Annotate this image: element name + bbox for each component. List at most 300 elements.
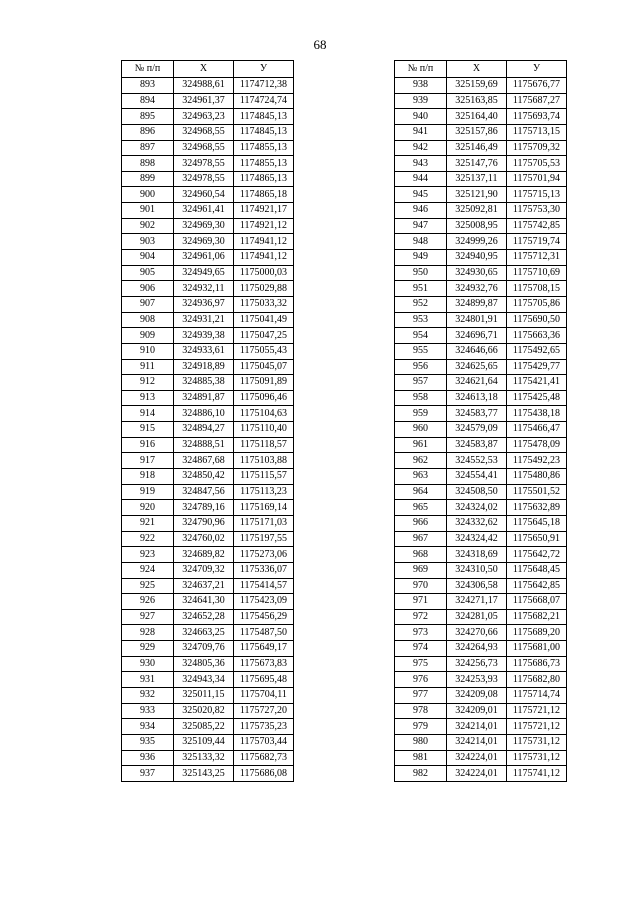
y-coordinate-cell: 1175690,50 xyxy=(507,312,567,328)
table-row xyxy=(395,124,567,140)
y-coordinate-cell: 1175727,20 xyxy=(234,703,294,719)
point-number-cell: 958 xyxy=(395,390,447,406)
table-row xyxy=(395,437,567,453)
x-coordinate-cell: 325163,85 xyxy=(447,93,507,109)
point-number-cell: 899 xyxy=(122,171,174,187)
y-coordinate-cell: 1175682,21 xyxy=(507,609,567,625)
point-number-cell: 980 xyxy=(395,734,447,750)
x-coordinate-cell: 324625,65 xyxy=(447,359,507,375)
y-coordinate-cell: 1175731,12 xyxy=(507,734,567,750)
y-coordinate-cell: 1175423,09 xyxy=(234,594,294,610)
x-coordinate-cell: 324933,61 xyxy=(174,343,234,359)
point-number-cell: 952 xyxy=(395,296,447,312)
table-row xyxy=(395,484,567,500)
point-number-cell: 945 xyxy=(395,187,447,203)
point-number-cell: 947 xyxy=(395,218,447,234)
x-coordinate-cell: 324281,05 xyxy=(447,609,507,625)
point-number-cell: 978 xyxy=(395,703,447,719)
y-coordinate-cell: 1175047,25 xyxy=(234,328,294,344)
point-number-cell: 956 xyxy=(395,359,447,375)
y-coordinate-cell: 1175648,45 xyxy=(507,562,567,578)
point-number-cell: 905 xyxy=(122,265,174,281)
x-coordinate-cell: 324931,21 xyxy=(174,312,234,328)
point-number-cell: 894 xyxy=(122,93,174,109)
point-number-cell: 908 xyxy=(122,312,174,328)
point-number-cell: 939 xyxy=(395,93,447,109)
table-row xyxy=(122,515,294,531)
y-coordinate-cell: 1174855,13 xyxy=(234,156,294,172)
y-coordinate-cell: 1174845,13 xyxy=(234,109,294,125)
x-coordinate-cell: 324214,01 xyxy=(447,734,507,750)
y-coordinate-cell: 1175110,40 xyxy=(234,422,294,438)
point-number-cell: 927 xyxy=(122,609,174,625)
x-coordinate-cell: 324932,11 xyxy=(174,281,234,297)
point-number-cell: 897 xyxy=(122,140,174,156)
table-row xyxy=(122,93,294,109)
point-number-cell: 920 xyxy=(122,500,174,516)
y-coordinate-cell: 1175719,74 xyxy=(507,234,567,250)
y-coordinate-cell: 1175714,74 xyxy=(507,687,567,703)
table-row xyxy=(122,375,294,391)
y-coordinate-cell: 1174724,74 xyxy=(234,93,294,109)
point-number-cell: 977 xyxy=(395,687,447,703)
x-coordinate-cell: 324968,55 xyxy=(174,124,234,140)
y-coordinate-cell: 1175645,18 xyxy=(507,515,567,531)
table-row xyxy=(122,578,294,594)
point-number-cell: 967 xyxy=(395,531,447,547)
x-coordinate-cell: 325157,86 xyxy=(447,124,507,140)
x-coordinate-cell: 324583,87 xyxy=(447,437,507,453)
x-coordinate-cell: 324324,42 xyxy=(447,531,507,547)
x-coordinate-cell: 324652,28 xyxy=(174,609,234,625)
x-coordinate-cell: 324978,55 xyxy=(174,156,234,172)
point-number-cell: 954 xyxy=(395,328,447,344)
y-coordinate-cell: 1175456,29 xyxy=(234,609,294,625)
x-coordinate-cell: 324936,97 xyxy=(174,296,234,312)
table-row xyxy=(122,109,294,125)
table-row xyxy=(395,78,567,94)
x-coordinate-cell: 324554,41 xyxy=(447,469,507,485)
y-coordinate-cell: 1175676,77 xyxy=(507,78,567,94)
point-number-cell: 960 xyxy=(395,422,447,438)
x-coordinate-cell: 324209,01 xyxy=(447,703,507,719)
point-number-cell: 932 xyxy=(122,687,174,703)
point-number-cell: 982 xyxy=(395,766,447,782)
y-coordinate-cell: 1175686,08 xyxy=(234,766,294,782)
table-row xyxy=(395,766,567,782)
y-coordinate-cell: 1174941,12 xyxy=(234,250,294,266)
point-number-cell: 973 xyxy=(395,625,447,641)
y-coordinate-cell: 1175171,03 xyxy=(234,515,294,531)
table-row xyxy=(395,93,567,109)
y-coordinate-cell: 1175103,88 xyxy=(234,453,294,469)
point-number-cell: 937 xyxy=(122,766,174,782)
point-number-cell: 910 xyxy=(122,343,174,359)
point-number-cell: 907 xyxy=(122,296,174,312)
y-coordinate-cell: 1175731,12 xyxy=(507,750,567,766)
x-coordinate-cell: 324999,26 xyxy=(447,234,507,250)
point-number-cell: 966 xyxy=(395,515,447,531)
y-coordinate-cell: 1175741,12 xyxy=(507,766,567,782)
table-row xyxy=(122,547,294,563)
y-coordinate-cell: 1175705,86 xyxy=(507,296,567,312)
x-coordinate-cell: 324888,51 xyxy=(174,437,234,453)
point-number-cell: 955 xyxy=(395,343,447,359)
table-row xyxy=(395,750,567,766)
point-number-cell: 961 xyxy=(395,437,447,453)
x-coordinate-cell: 325164,40 xyxy=(447,109,507,125)
y-coordinate-cell: 1175686,73 xyxy=(507,656,567,672)
table-row xyxy=(395,734,567,750)
table-row xyxy=(122,171,294,187)
x-coordinate-cell: 324689,82 xyxy=(174,547,234,563)
table-row xyxy=(395,218,567,234)
y-coordinate-cell: 1174865,13 xyxy=(234,171,294,187)
y-coordinate-cell: 1175721,12 xyxy=(507,703,567,719)
x-coordinate-cell: 324760,02 xyxy=(174,531,234,547)
point-number-cell: 940 xyxy=(395,109,447,125)
y-coordinate-cell: 1174712,38 xyxy=(234,78,294,94)
point-number-cell: 903 xyxy=(122,234,174,250)
y-coordinate-cell: 1175673,83 xyxy=(234,656,294,672)
y-coordinate-cell: 1175753,30 xyxy=(507,203,567,219)
table-row xyxy=(122,766,294,782)
table-row xyxy=(122,78,294,94)
header-number: № п/п xyxy=(122,61,174,78)
table-row xyxy=(122,343,294,359)
y-coordinate-cell: 1174941,12 xyxy=(234,234,294,250)
x-coordinate-cell: 324940,95 xyxy=(447,250,507,266)
table-row xyxy=(395,453,567,469)
y-coordinate-cell: 1175668,07 xyxy=(507,594,567,610)
table-row xyxy=(122,750,294,766)
y-coordinate-cell: 1175701,94 xyxy=(507,171,567,187)
y-coordinate-cell: 1175642,72 xyxy=(507,547,567,563)
y-coordinate-cell: 1175029,88 xyxy=(234,281,294,297)
x-coordinate-cell: 324932,76 xyxy=(447,281,507,297)
y-coordinate-cell: 1175642,85 xyxy=(507,578,567,594)
x-coordinate-cell: 325092,81 xyxy=(447,203,507,219)
table-row xyxy=(122,687,294,703)
x-coordinate-cell: 325008,95 xyxy=(447,218,507,234)
point-number-cell: 979 xyxy=(395,719,447,735)
point-number-cell: 938 xyxy=(395,78,447,94)
point-number-cell: 916 xyxy=(122,437,174,453)
page-number: 68 xyxy=(313,37,327,52)
table-row xyxy=(122,672,294,688)
y-coordinate-cell: 1175682,73 xyxy=(234,750,294,766)
point-number-cell: 970 xyxy=(395,578,447,594)
x-coordinate-cell: 324224,01 xyxy=(447,750,507,766)
coordinates-table-right xyxy=(394,60,567,782)
x-coordinate-cell: 324988,61 xyxy=(174,78,234,94)
y-coordinate-cell: 1175414,57 xyxy=(234,578,294,594)
y-coordinate-cell: 1174855,13 xyxy=(234,140,294,156)
y-coordinate-cell: 1174921,12 xyxy=(234,218,294,234)
x-coordinate-cell: 324270,66 xyxy=(447,625,507,641)
point-number-cell: 957 xyxy=(395,375,447,391)
point-number-cell: 953 xyxy=(395,312,447,328)
point-number-cell: 923 xyxy=(122,547,174,563)
point-number-cell: 965 xyxy=(395,500,447,516)
y-coordinate-cell: 1175742,85 xyxy=(507,218,567,234)
point-number-cell: 912 xyxy=(122,375,174,391)
table-row xyxy=(395,203,567,219)
y-coordinate-cell: 1175681,00 xyxy=(507,641,567,657)
table-row xyxy=(395,171,567,187)
table-row xyxy=(122,531,294,547)
table-row xyxy=(122,218,294,234)
x-coordinate-cell: 324324,02 xyxy=(447,500,507,516)
point-number-cell: 901 xyxy=(122,203,174,219)
y-coordinate-cell: 1174921,17 xyxy=(234,203,294,219)
point-number-cell: 914 xyxy=(122,406,174,422)
point-number-cell: 981 xyxy=(395,750,447,766)
point-number-cell: 944 xyxy=(395,171,447,187)
y-coordinate-cell: 1175492,65 xyxy=(507,343,567,359)
x-coordinate-cell: 324790,96 xyxy=(174,515,234,531)
y-coordinate-cell: 1175693,74 xyxy=(507,109,567,125)
y-coordinate-cell: 1175478,09 xyxy=(507,437,567,453)
table-row xyxy=(122,484,294,500)
point-number-cell: 895 xyxy=(122,109,174,125)
x-coordinate-cell: 324949,65 xyxy=(174,265,234,281)
y-coordinate-cell: 1175466,47 xyxy=(507,422,567,438)
point-number-cell: 906 xyxy=(122,281,174,297)
point-number-cell: 917 xyxy=(122,453,174,469)
table-row xyxy=(122,312,294,328)
y-coordinate-cell: 1175710,69 xyxy=(507,265,567,281)
table-row xyxy=(395,531,567,547)
table-row xyxy=(122,656,294,672)
x-coordinate-cell: 324961,41 xyxy=(174,203,234,219)
x-coordinate-cell: 324943,34 xyxy=(174,672,234,688)
table-row xyxy=(122,437,294,453)
x-coordinate-cell: 324960,54 xyxy=(174,187,234,203)
point-number-cell: 913 xyxy=(122,390,174,406)
x-coordinate-cell: 324209,08 xyxy=(447,687,507,703)
y-coordinate-cell: 1175663,36 xyxy=(507,328,567,344)
table-row xyxy=(395,406,567,422)
y-coordinate-cell: 1175649,17 xyxy=(234,641,294,657)
x-coordinate-cell: 324646,66 xyxy=(447,343,507,359)
y-coordinate-cell: 1175709,32 xyxy=(507,140,567,156)
x-coordinate-cell: 324963,23 xyxy=(174,109,234,125)
point-number-cell: 904 xyxy=(122,250,174,266)
x-coordinate-cell: 324552,53 xyxy=(447,453,507,469)
x-coordinate-cell: 324621,64 xyxy=(447,375,507,391)
point-number-cell: 949 xyxy=(395,250,447,266)
point-number-cell: 902 xyxy=(122,218,174,234)
x-coordinate-cell: 325085,22 xyxy=(174,719,234,735)
table-row xyxy=(395,422,567,438)
x-coordinate-cell: 324709,76 xyxy=(174,641,234,657)
x-coordinate-cell: 324847,56 xyxy=(174,484,234,500)
point-number-cell: 969 xyxy=(395,562,447,578)
x-coordinate-cell: 325011,15 xyxy=(174,687,234,703)
x-coordinate-cell: 324637,21 xyxy=(174,578,234,594)
point-number-cell: 893 xyxy=(122,78,174,94)
x-coordinate-cell: 324332,62 xyxy=(447,515,507,531)
y-coordinate-cell: 1175487,50 xyxy=(234,625,294,641)
x-coordinate-cell: 324867,68 xyxy=(174,453,234,469)
point-number-cell: 934 xyxy=(122,719,174,735)
table-row xyxy=(122,562,294,578)
table-row xyxy=(395,719,567,735)
table-row xyxy=(395,156,567,172)
x-coordinate-cell: 325159,69 xyxy=(447,78,507,94)
y-coordinate-cell: 1175421,41 xyxy=(507,375,567,391)
table-row xyxy=(122,234,294,250)
y-coordinate-cell: 1175118,57 xyxy=(234,437,294,453)
table-row xyxy=(395,672,567,688)
x-coordinate-cell: 324801,91 xyxy=(447,312,507,328)
point-number-cell: 922 xyxy=(122,531,174,547)
point-number-cell: 926 xyxy=(122,594,174,610)
y-coordinate-cell: 1175705,53 xyxy=(507,156,567,172)
x-coordinate-cell: 324894,27 xyxy=(174,422,234,438)
table-row xyxy=(122,390,294,406)
x-coordinate-cell: 324264,93 xyxy=(447,641,507,657)
point-number-cell: 975 xyxy=(395,656,447,672)
y-coordinate-cell: 1175712,31 xyxy=(507,250,567,266)
x-coordinate-cell: 324583,77 xyxy=(447,406,507,422)
point-number-cell: 976 xyxy=(395,672,447,688)
x-coordinate-cell: 324961,06 xyxy=(174,250,234,266)
x-coordinate-cell: 324256,73 xyxy=(447,656,507,672)
x-coordinate-cell: 325121,90 xyxy=(447,187,507,203)
table-row xyxy=(395,500,567,516)
table-row xyxy=(395,359,567,375)
point-number-cell: 935 xyxy=(122,734,174,750)
table-row xyxy=(395,281,567,297)
y-coordinate-cell: 1175425,48 xyxy=(507,390,567,406)
x-coordinate-cell: 324969,30 xyxy=(174,234,234,250)
table-row xyxy=(122,609,294,625)
coordinates-table-left-body xyxy=(122,78,294,782)
table-row xyxy=(122,281,294,297)
table-row xyxy=(122,156,294,172)
table-row xyxy=(122,594,294,610)
point-number-cell: 941 xyxy=(395,124,447,140)
table-row xyxy=(122,265,294,281)
y-coordinate-cell: 1175492,23 xyxy=(507,453,567,469)
table-row xyxy=(395,594,567,610)
table-row xyxy=(395,265,567,281)
point-number-cell: 968 xyxy=(395,547,447,563)
x-coordinate-cell: 325133,32 xyxy=(174,750,234,766)
table-row xyxy=(122,453,294,469)
table-row xyxy=(122,703,294,719)
table-row xyxy=(122,140,294,156)
y-coordinate-cell: 1175687,27 xyxy=(507,93,567,109)
point-number-cell: 963 xyxy=(395,469,447,485)
table-row xyxy=(395,328,567,344)
y-coordinate-cell: 1175273,06 xyxy=(234,547,294,563)
table-row xyxy=(395,109,567,125)
header-y: У xyxy=(507,61,567,78)
x-coordinate-cell: 324850,42 xyxy=(174,469,234,485)
table-row xyxy=(395,296,567,312)
x-coordinate-cell: 324224,01 xyxy=(447,766,507,782)
table-row xyxy=(395,641,567,657)
point-number-cell: 925 xyxy=(122,578,174,594)
x-coordinate-cell: 325146,49 xyxy=(447,140,507,156)
y-coordinate-cell: 1175033,32 xyxy=(234,296,294,312)
table-row xyxy=(395,250,567,266)
header-x: X xyxy=(447,61,507,78)
point-number-cell: 972 xyxy=(395,609,447,625)
table-row xyxy=(122,406,294,422)
y-coordinate-cell: 1175695,48 xyxy=(234,672,294,688)
y-coordinate-cell: 1175703,44 xyxy=(234,734,294,750)
x-coordinate-cell: 324969,30 xyxy=(174,218,234,234)
x-coordinate-cell: 324918,89 xyxy=(174,359,234,375)
table-row xyxy=(122,469,294,485)
table-row xyxy=(395,469,567,485)
y-coordinate-cell: 1175041,49 xyxy=(234,312,294,328)
table-row xyxy=(122,734,294,750)
point-number-cell: 918 xyxy=(122,469,174,485)
point-number-cell: 948 xyxy=(395,234,447,250)
table-row xyxy=(395,234,567,250)
x-coordinate-cell: 324961,37 xyxy=(174,93,234,109)
point-number-cell: 974 xyxy=(395,641,447,657)
y-coordinate-cell: 1175735,23 xyxy=(234,719,294,735)
point-number-cell: 924 xyxy=(122,562,174,578)
x-coordinate-cell: 324579,09 xyxy=(447,422,507,438)
table-row xyxy=(395,562,567,578)
table-row xyxy=(122,422,294,438)
table-row xyxy=(395,687,567,703)
x-coordinate-cell: 324613,18 xyxy=(447,390,507,406)
y-coordinate-cell: 1175501,52 xyxy=(507,484,567,500)
y-coordinate-cell: 1175721,12 xyxy=(507,719,567,735)
point-number-cell: 943 xyxy=(395,156,447,172)
point-number-cell: 896 xyxy=(122,124,174,140)
point-number-cell: 962 xyxy=(395,453,447,469)
point-number-cell: 911 xyxy=(122,359,174,375)
x-coordinate-cell: 324318,69 xyxy=(447,547,507,563)
table-row xyxy=(122,203,294,219)
x-coordinate-cell: 325147,76 xyxy=(447,156,507,172)
table-row xyxy=(395,656,567,672)
header-y: У xyxy=(234,61,294,78)
header-x: X xyxy=(174,61,234,78)
point-number-cell: 930 xyxy=(122,656,174,672)
x-coordinate-cell: 324886,10 xyxy=(174,406,234,422)
y-coordinate-cell: 1175169,14 xyxy=(234,500,294,516)
point-number-cell: 959 xyxy=(395,406,447,422)
y-coordinate-cell: 1175708,15 xyxy=(507,281,567,297)
table-row xyxy=(395,703,567,719)
point-number-cell: 915 xyxy=(122,422,174,438)
x-coordinate-cell: 324968,55 xyxy=(174,140,234,156)
x-coordinate-cell: 325109,44 xyxy=(174,734,234,750)
y-coordinate-cell: 1175091,89 xyxy=(234,375,294,391)
y-coordinate-cell: 1175000,03 xyxy=(234,265,294,281)
table-row xyxy=(395,140,567,156)
x-coordinate-cell: 324930,65 xyxy=(447,265,507,281)
y-coordinate-cell: 1175113,23 xyxy=(234,484,294,500)
point-number-cell: 942 xyxy=(395,140,447,156)
table-row xyxy=(122,625,294,641)
table-row xyxy=(395,609,567,625)
x-coordinate-cell: 324978,55 xyxy=(174,171,234,187)
y-coordinate-cell: 1175336,07 xyxy=(234,562,294,578)
point-number-cell: 936 xyxy=(122,750,174,766)
y-coordinate-cell: 1175045,07 xyxy=(234,359,294,375)
